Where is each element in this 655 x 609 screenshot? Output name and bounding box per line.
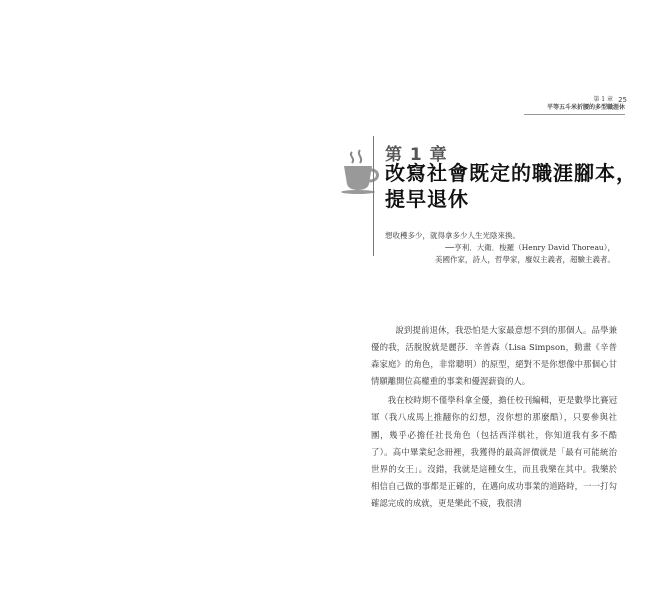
epigraph bbox=[385, 230, 615, 266]
running-header bbox=[547, 96, 625, 112]
running-header-chapter: 第 1 章 bbox=[593, 96, 613, 103]
paragraph: 說到提前退休，我恐怕是大家最意想不到的那個人。品學兼優的我，活脫脫就是麗莎．辛普森（Lisa Simpson，動畫《辛普森家庭》的角色，非常聰明）的原型，絕對不是你想像中那個心甘情願離開位高權重的事業和優渥薪資的人。 bbox=[371, 325, 617, 387]
chapter-title: 改寫社會既定的職涯腳本，提早退休 bbox=[385, 161, 637, 211]
header-rule bbox=[524, 114, 625, 115]
epigraph-quote: 想收穫多少，就得拿多少人生光陰來換。 bbox=[385, 231, 520, 240]
body-text bbox=[371, 322, 617, 514]
paragraph: 我在校時期不僅學科拿全優，擔任校刊編輯，更是數學比賽冠軍（我八成馬上推翻你的幻想，沒你想的那麼酷），只要參與社團，幾乎必擔任社長角色（包括西洋棋社，你知道我有多不酷了）。高中畢業紀念冊裡，我獲得的最高評價就是「最有可能統治世界的女王」。沒錯，我就是這種女生，而且我樂在其中。我樂於相信自己做的事都是正確的，在邁向成功事業的道路時，一一打勾確認完成的成就，更是樂此不疲，我很清 bbox=[371, 395, 617, 508]
epigraph-attribution-line-2: 美國作家，詩人，哲學家，廢奴主義者，超驗主義者。 bbox=[435, 255, 615, 264]
chapter-number: 第 1 章 bbox=[385, 145, 448, 165]
heading-divider bbox=[373, 136, 374, 256]
running-header-subtitle: 平等五斗米折腰的多型職涯休 bbox=[546, 104, 625, 111]
coffee-cup-icon bbox=[338, 148, 382, 194]
epigraph-attribution-line-1: ──亨利．大衛．梭羅（Henry David Thoreau）， bbox=[445, 243, 615, 252]
page-number: 25 bbox=[618, 96, 627, 104]
